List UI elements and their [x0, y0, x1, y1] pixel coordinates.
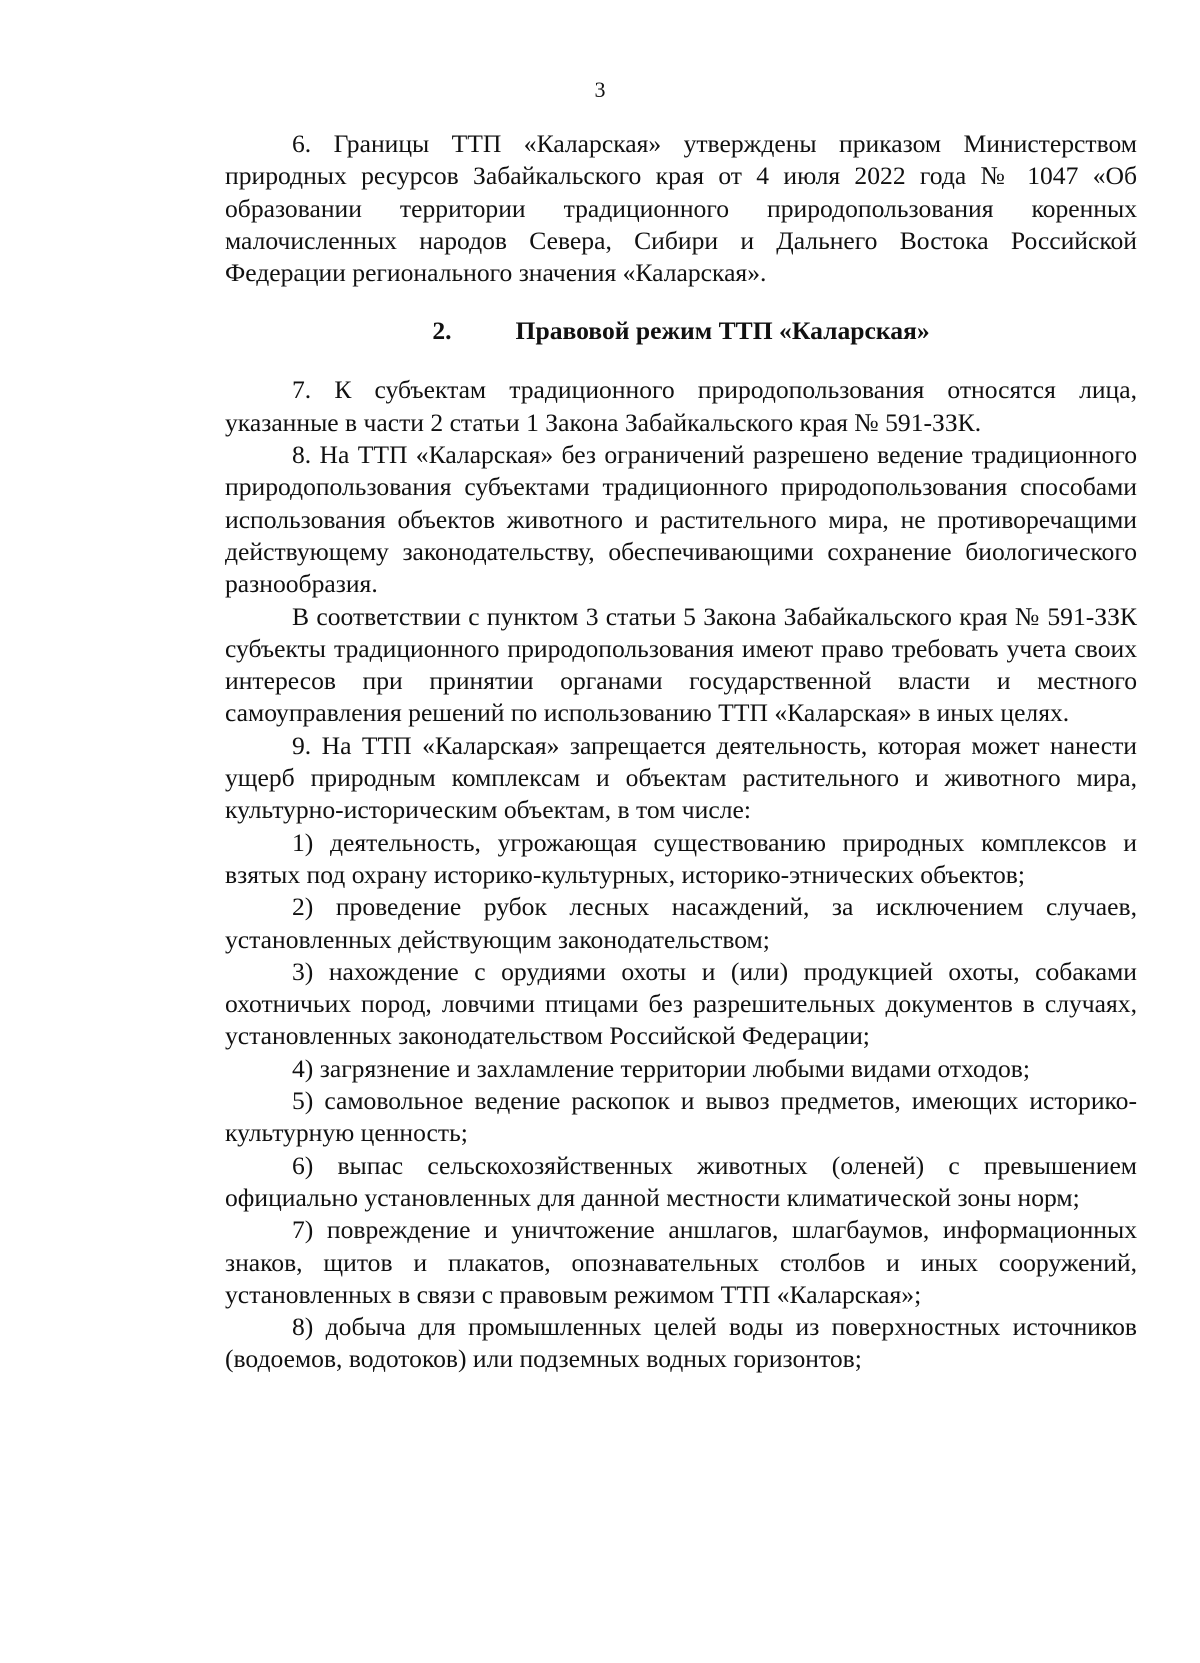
list-item-3: 3) нахождение с орудиями охоты и (или) продукцией охоты, собаками охотничьих пород, ловчими птицами без разрешительных документов в случаях, установленных законодательством Российской Федерации; [225, 956, 1137, 1051]
section-heading [225, 315, 1137, 347]
section-number: 2. [432, 316, 452, 346]
paragraph-8: 8. На ТТП «Каларская» без ограничений разрешено ведение традиционного природопользования субъектами традиционного природопользования способами использования объектов животного и растительного мира, не противоречащими действующему законодательству, обеспечивающими сохранение биологического разнообразия. [225, 440, 1137, 599]
document-body [225, 128, 1137, 1376]
page-number: 3 [594, 77, 606, 102]
list-item-2: 2) проведение рубок лесных насаждений, за исключением случаев, установленных действующим законодательством; [225, 892, 1137, 954]
paragraph-6: 6. Границы ТТП «Каларская» утверждены приказом Министерством природных ресурсов Забайкальского края от 4 июля 2022 года № 1047 «Об образовании территории традиционного природопользования коренных малочисленных народов Севера, Сибири и Дальнего Востока Российской Федерации регионального значения «Каларская». [225, 129, 1137, 288]
list-item-4: 4) загрязнение и захламление территории любыми видами отходов; [292, 1053, 1031, 1083]
paragraph-8-continuation: В соответствии с пунктом 3 статьи 5 Закона Забайкальского края № 591-ЗЗК субъекты традиционного природопользования имеют право требовать учета своих интересов при принятии органами государственной власти и местного самоуправления решений по использованию ТТП «Каларская» в иных целях. [225, 601, 1137, 728]
list-item-7: 7) повреждение и уничтожение аншлагов, шлагбаумов, информационных знаков, щитов и плакатов, опознавательных столбов и иных сооружений, установленных в связи с правовым режимом ТТП «Каларская»; [225, 1215, 1137, 1309]
paragraph-7: 7. К субъектам традиционного природопользования относятся лица, указанные в части 2 статьи 1 Закона Забайкальского края № 591-ЗЗК. [225, 375, 1137, 437]
paragraph-9: 9. На ТТП «Каларская» запрещается деятельность, которая может нанести ущерб природным комплексам и объектам растительного и животного мира, культурно-историческим объектам, в том числе: [225, 730, 1137, 825]
list-item-1: 1) деятельность, угрожающая существованию природных комплексов и взятых под охрану историко-культурных, историко-этнических объектов; [225, 827, 1137, 889]
list-item-8: 8) добыча для промышленных целей воды из поверхностных источников (водоемов, водотоков) или подземных водных горизонтов; [225, 1312, 1137, 1374]
list-item-6: 6) выпас сельскохозяйственных животных (оленей) с превышением официально установленных для данной местности климатической зоны норм; [225, 1150, 1137, 1212]
list-item-5: 5) самовольное ведение раскопок и вывоз предметов, имеющих историко-культурную ценность; [225, 1086, 1137, 1148]
section-title: Правовой режим ТТП «Каларская» [515, 316, 930, 346]
